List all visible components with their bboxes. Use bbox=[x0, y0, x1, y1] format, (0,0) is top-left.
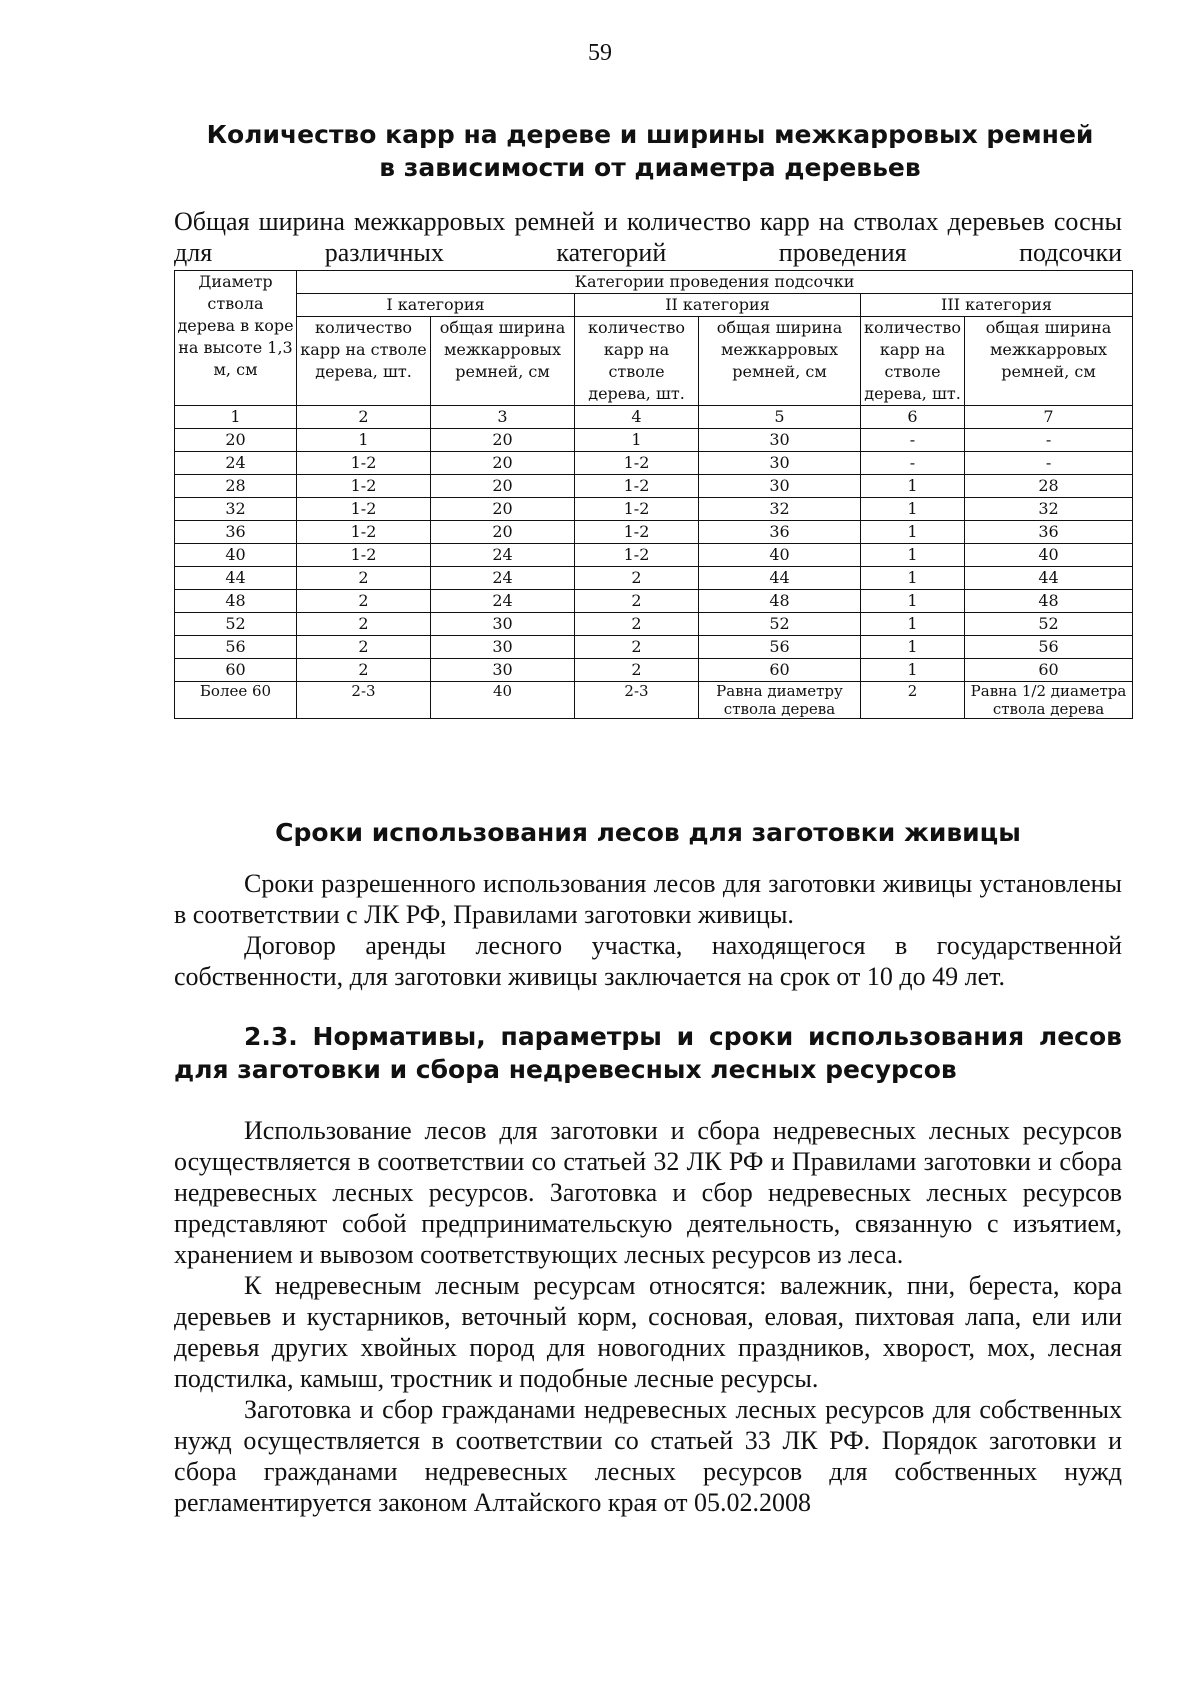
table-cell: 1 bbox=[861, 475, 965, 498]
table-cell: 2-3 bbox=[297, 682, 431, 719]
section-heading-2-3: 2.3. Нормативы, параметры и сроки использования лесов для заготовки и сбора недревесных лесных ресурсов bbox=[174, 1022, 1122, 1084]
table-row bbox=[175, 659, 1133, 682]
table-cell: 1-2 bbox=[575, 544, 699, 567]
table-cell: 1 bbox=[861, 659, 965, 682]
table-row bbox=[175, 613, 1133, 636]
table-cell: 32 bbox=[175, 498, 297, 521]
table-cell: 1 bbox=[575, 429, 699, 452]
table-cell: 60 bbox=[965, 659, 1133, 682]
table-cell: 1 bbox=[861, 590, 965, 613]
table-cell: 28 bbox=[175, 475, 297, 498]
header-category-2: II категория bbox=[575, 294, 861, 317]
table-cell: 1 bbox=[297, 429, 431, 452]
column-number: 1 bbox=[175, 406, 297, 429]
table-cell: 1-2 bbox=[297, 544, 431, 567]
table-cell: 2 bbox=[297, 590, 431, 613]
table-cell: 20 bbox=[431, 429, 575, 452]
tapping-table bbox=[174, 270, 1133, 719]
table-cell: - bbox=[965, 452, 1133, 475]
table-row bbox=[175, 521, 1133, 544]
table-cell: 1 bbox=[861, 498, 965, 521]
table-cell: 30 bbox=[699, 452, 861, 475]
table-cell: 1 bbox=[861, 613, 965, 636]
header-sub: общая ширина межкарровых ремней, см bbox=[699, 317, 861, 406]
table-cell: 20 bbox=[431, 521, 575, 544]
paragraph: Заготовка и сбор гражданами недревесных лесных ресурсов для собственных нужд осуществляется в соответствии со статьей 33 ЛК РФ. Порядок заготовки и сбора гражданами недревесных лесных ресурсов для собственных нужд регламентируется законом Алтайского края от 05.02.2008 bbox=[174, 1395, 1122, 1517]
table-heading-line1: Количество карр на дереве и ширины межкарровых ремней bbox=[206, 120, 1094, 149]
section-2-3-body bbox=[174, 1115, 1122, 1518]
table-cell: 36 bbox=[699, 521, 861, 544]
table-cell: 1-2 bbox=[575, 452, 699, 475]
table-cell: 30 bbox=[699, 475, 861, 498]
section-heading-resin: Сроки использования лесов для заготовки живицы bbox=[275, 818, 1021, 847]
section-resin-body bbox=[174, 868, 1122, 992]
table-row bbox=[175, 498, 1133, 521]
table-cell: 20 bbox=[175, 429, 297, 452]
table-intro-paragraph: Общая ширина межкарровых ремней и количество карр на стволах деревьев сосны для различных категорий проведения подсочки bbox=[174, 207, 1122, 267]
page-number: 59 bbox=[588, 40, 612, 66]
table-cell: 32 bbox=[699, 498, 861, 521]
table-cell: 60 bbox=[699, 659, 861, 682]
table-cell: - bbox=[861, 429, 965, 452]
header-sub: количество карр на стволе дерева, шт. bbox=[297, 317, 431, 406]
table-cell: - bbox=[861, 452, 965, 475]
table-cell: Равна 1/2 диаметра ствола дерева bbox=[965, 682, 1133, 719]
column-numbers-row bbox=[175, 406, 1133, 429]
table-cell: 40 bbox=[965, 544, 1133, 567]
table-cell: 30 bbox=[431, 613, 575, 636]
table-cell: 24 bbox=[431, 590, 575, 613]
column-number: 7 bbox=[965, 406, 1133, 429]
table-cell: 2 bbox=[861, 682, 965, 719]
table-cell: 1-2 bbox=[297, 452, 431, 475]
table-row bbox=[175, 452, 1133, 475]
table-cell: 20 bbox=[431, 475, 575, 498]
table-cell: 36 bbox=[175, 521, 297, 544]
table-heading-line2: в зависимости от диаметра деревьев bbox=[379, 153, 921, 182]
header-category-3: III категория bbox=[861, 294, 1133, 317]
paragraph: Договор аренды лесного участка, находящегося в государственной собственности, для заготовки живицы заключается на срок от 10 до 49 лет. bbox=[174, 931, 1122, 991]
table-cell: 48 bbox=[699, 590, 861, 613]
table-cell: 40 bbox=[175, 544, 297, 567]
column-number: 2 bbox=[297, 406, 431, 429]
table-cell: 2 bbox=[575, 567, 699, 590]
table-cell: 2-3 bbox=[575, 682, 699, 719]
paragraph: К недревесным лесным ресурсам относятся: валежник, пни, береста, кора деревьев и кустарников, веточный корм, сосновая, еловая, пихтовая лапа, ели или деревья других хвойных пород для новогодних праздников, хворост, мох, лесная подстилка, камыш, тростник и подобные лесные ресурсы. bbox=[174, 1271, 1122, 1393]
table-cell: 52 bbox=[965, 613, 1133, 636]
header-sub: количество карр на стволе дерева, шт. bbox=[575, 317, 699, 406]
table-cell: 24 bbox=[431, 544, 575, 567]
table-cell: 1-2 bbox=[575, 498, 699, 521]
table-cell: - bbox=[965, 429, 1133, 452]
header-category-1: I категория bbox=[297, 294, 575, 317]
table-cell: 28 bbox=[965, 475, 1133, 498]
column-number: 4 bbox=[575, 406, 699, 429]
table-cell: 44 bbox=[965, 567, 1133, 590]
header-sub: общая ширина межкарровых ремней, см bbox=[965, 317, 1133, 406]
paragraph: Сроки разрешенного использования лесов для заготовки живицы установлены в соответствии с ЛК РФ, Правилами заготовки живицы. bbox=[174, 869, 1122, 929]
table-cell: 56 bbox=[965, 636, 1133, 659]
table-cell: 2 bbox=[297, 659, 431, 682]
table-cell: 1-2 bbox=[297, 521, 431, 544]
table-cell: 2 bbox=[575, 613, 699, 636]
table-cell: 40 bbox=[431, 682, 575, 719]
header-sub: количество карр на стволе дерева, шт. bbox=[861, 317, 965, 406]
table-cell: Более 60 bbox=[175, 682, 297, 719]
table-cell: 1 bbox=[861, 636, 965, 659]
table-cell: 30 bbox=[431, 636, 575, 659]
table-cell: 1-2 bbox=[575, 521, 699, 544]
table-cell: 52 bbox=[175, 613, 297, 636]
table-cell: 36 bbox=[965, 521, 1133, 544]
table-cell: 1-2 bbox=[297, 498, 431, 521]
header-diameter: Диаметр ствола дерева в коре на высоте 1,3 м, см bbox=[175, 271, 297, 406]
table-row bbox=[175, 475, 1133, 498]
table-cell: 1 bbox=[861, 544, 965, 567]
column-number: 5 bbox=[699, 406, 861, 429]
table-cell: 1 bbox=[861, 567, 965, 590]
table-cell: 1-2 bbox=[575, 475, 699, 498]
table-cell: Равна диаметру ствола дерева bbox=[699, 682, 861, 719]
table-cell: 2 bbox=[575, 636, 699, 659]
table-cell: 32 bbox=[965, 498, 1133, 521]
table-cell: 44 bbox=[699, 567, 861, 590]
table-cell: 30 bbox=[431, 659, 575, 682]
table-cell: 48 bbox=[175, 590, 297, 613]
column-number: 6 bbox=[861, 406, 965, 429]
table-cell: 2 bbox=[297, 613, 431, 636]
table-row bbox=[175, 636, 1133, 659]
table-cell: 44 bbox=[175, 567, 297, 590]
table-row bbox=[175, 429, 1133, 452]
table-cell: 24 bbox=[431, 567, 575, 590]
table-row bbox=[175, 567, 1133, 590]
table-cell: 2 bbox=[297, 567, 431, 590]
table-cell: 56 bbox=[175, 636, 297, 659]
table-row-over-60 bbox=[175, 682, 1133, 719]
table-cell: 2 bbox=[575, 590, 699, 613]
table-cell: 2 bbox=[575, 659, 699, 682]
table-cell: 1-2 bbox=[297, 475, 431, 498]
table-cell: 56 bbox=[699, 636, 861, 659]
table-cell: 48 bbox=[965, 590, 1133, 613]
table-cell: 20 bbox=[431, 498, 575, 521]
table-cell: 52 bbox=[699, 613, 861, 636]
table-heading bbox=[175, 118, 1125, 184]
table-row bbox=[175, 544, 1133, 567]
table-cell: 20 bbox=[431, 452, 575, 475]
table-cell: 24 bbox=[175, 452, 297, 475]
table-cell: 1 bbox=[861, 521, 965, 544]
paragraph: Использование лесов для заготовки и сбора недревесных лесных ресурсов осуществляется в соответствии со статьей 32 ЛК РФ и Правилами заготовки и сбора недревесных лесных ресурсов. Заготовка и сбор недревесных лесных ресурсов представляют собой предпринимательскую деятельность, связанную с изъятием, хранением и вывозом соответствующих лесных ресурсов из леса. bbox=[174, 1116, 1122, 1269]
header-categories-group: Категории проведения подсочки bbox=[297, 271, 1133, 294]
table-cell: 40 bbox=[699, 544, 861, 567]
column-number: 3 bbox=[431, 406, 575, 429]
header-sub: общая ширина межкарровых ремней, см bbox=[431, 317, 575, 406]
table-cell: 30 bbox=[699, 429, 861, 452]
table-cell: 2 bbox=[297, 636, 431, 659]
table-cell: 60 bbox=[175, 659, 297, 682]
table-row bbox=[175, 590, 1133, 613]
